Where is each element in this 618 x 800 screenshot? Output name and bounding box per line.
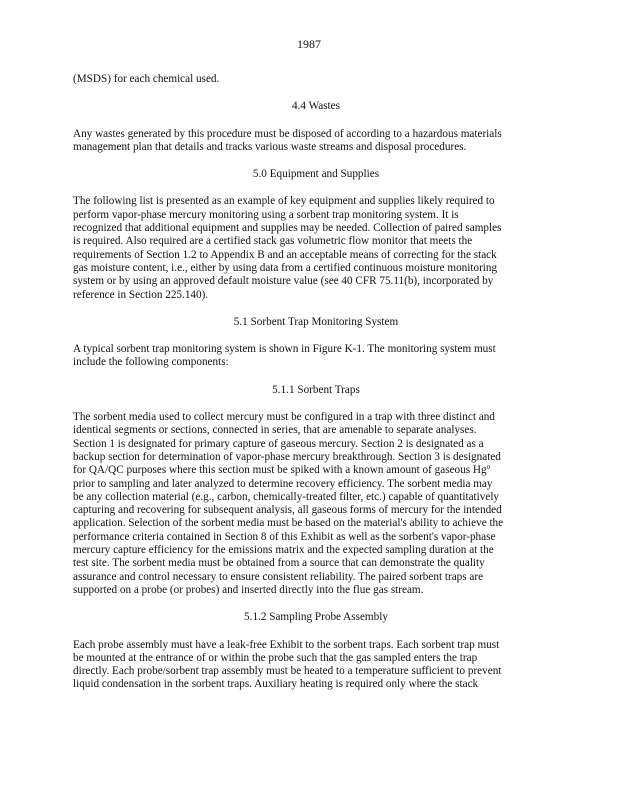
hg-superscript: 0 xyxy=(486,464,490,472)
text-line: capturing and recovering for subsequent analysis, all gaseous forms of mercury for the intended xyxy=(73,504,502,517)
heading-wastes: 4.4 Wastes xyxy=(292,100,340,113)
heading-monitoring-system: 5.1 Sorbent Trap Monitoring System xyxy=(233,315,399,328)
heading-sorbent-traps: 5.1.1 Sorbent Traps xyxy=(272,383,360,396)
page-number: 1987 xyxy=(297,37,321,51)
text-line: A typical sorbent trap monitoring system is shown in Figure K-1. The monitoring system must xyxy=(73,343,496,356)
text-line: requirements of Section 1.2 to Appendix B and an acceptable means of correcting for the stack xyxy=(73,248,497,261)
page-content xyxy=(73,73,545,692)
text-line: Each probe assembly must have a leak-free Exhibit to the sorbent traps. Each sorbent trap must xyxy=(73,638,500,651)
text-line: be mounted at the entrance of or within the probe such that the gas sampled enters the trap xyxy=(73,651,478,664)
text-line: performance criteria contained in Section 8 of this Exhibit as well as the sorbent's vapor-phase xyxy=(73,530,496,543)
hg-line-text: for QA/QC purposes where this section must be spiked with a known amount of gaseous Hg xyxy=(73,464,487,477)
text-line: directly. Each probe/sorbent trap assembly must be heated to a temperature sufficient to prevent xyxy=(73,665,502,678)
paragraph-probe-assembly xyxy=(73,639,545,692)
text-line: Section 1 is designated for primary capture of gaseous mercury. Section 2 is designated as a xyxy=(73,437,484,450)
text-line: The sorbent media used to collect mercury must be configured in a trap with three distinct and xyxy=(73,411,495,424)
text-line: liquid condensation in the sorbent traps. Auxiliary heating is required only where the stack xyxy=(73,678,479,691)
text-line: application. Selection of the sorbent media must be based on the material's ability to achieve the xyxy=(73,517,504,530)
text-line: Any wastes generated by this procedure must be disposed of according to a hazardous materials xyxy=(73,127,502,140)
paragraph-sorbent-traps xyxy=(73,411,545,597)
text-line: be any collection material (e.g., carbon, chemically-treated filter, etc.) capable of quantitatively xyxy=(73,490,500,503)
text-line: supported on a probe (or probes) and inserted directly into the flue gas stream. xyxy=(73,583,424,596)
paragraph-monitoring-system xyxy=(73,343,545,370)
text-line: backup section for determination of vapor-phase mercury breakthrough. Section 3 is designated xyxy=(73,450,501,463)
continuation-line: (MSDS) for each chemical used. xyxy=(73,73,220,85)
text-line-hg xyxy=(73,464,545,477)
text-line: recognized that additional equipment and supplies may be needed. Collection of paired samples xyxy=(73,222,502,235)
text-line: mercury capture efficiency for the emissions matrix and the expected sampling duration at the xyxy=(73,544,494,557)
text-line: test site. The sorbent media must be obtained from a source that can demonstrate the quality xyxy=(73,557,485,570)
text-line: identical segments or sections, connected in series, that are amenable to separate analyses. xyxy=(73,424,477,437)
heading-probe-assembly: 5.1.2 Sampling Probe Assembly xyxy=(244,611,388,624)
paragraph-wastes xyxy=(73,128,545,155)
text-line: system or by using an approved default moisture value (see 40 CFR 75.11(b), incorporated by xyxy=(73,275,494,288)
text-line: include the following components: xyxy=(73,356,229,369)
text-line: management plan that details and tracks various waste streams and disposal procedures. xyxy=(73,140,467,153)
text-line: gas moisture content, i.e., either by using data from a certified continuous moisture monitoring xyxy=(73,261,498,274)
text-line: reference in Section 225.140). xyxy=(73,288,209,301)
heading-equipment: 5.0 Equipment and Supplies xyxy=(252,168,380,181)
text-line: assurance and control necessary to ensure consistent reliability. The paired sorbent traps are xyxy=(73,570,484,583)
text-line: perform vapor-phase mercury monitoring using a sorbent trap monitoring system. It is xyxy=(73,208,459,221)
text-line: The following list is presented as an example of key equipment and supplies likely required to xyxy=(73,195,495,208)
text-line: prior to sampling and later analyzed to determine recovery efficiency. The sorbent media may xyxy=(73,477,493,490)
text-line: is required. Also required are a certified stack gas volumetric flow monitor that meets the xyxy=(73,235,473,248)
paragraph-equipment xyxy=(73,195,545,301)
